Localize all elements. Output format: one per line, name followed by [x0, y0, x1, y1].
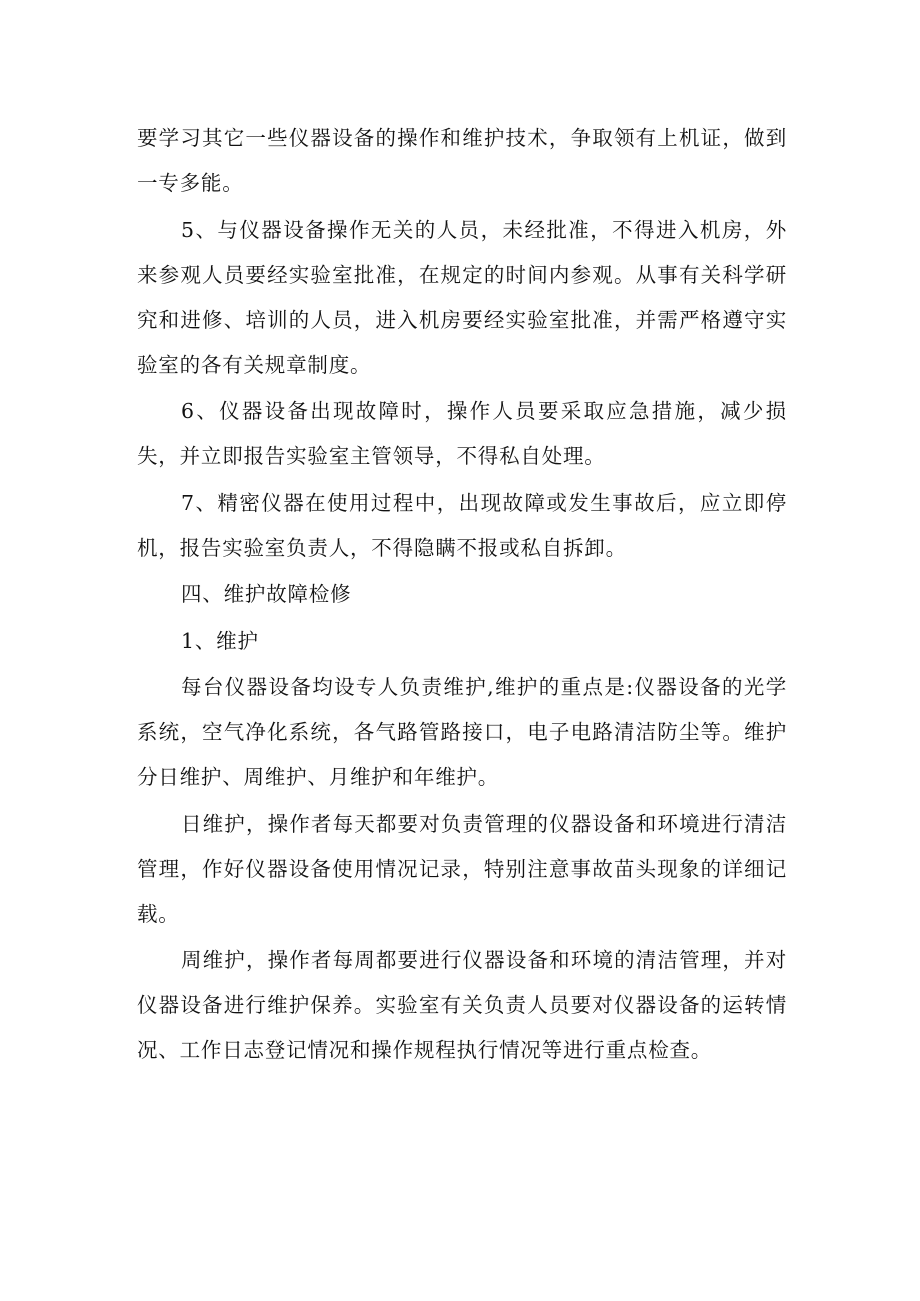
- document-body: [137, 116, 787, 1073]
- paragraph-maintenance-overview: 每台仪器设备均设专人负责维护,维护的重点是:仪器设备的光学系统，空气净化系统，各气路管路接口，电子电路清洁防尘等。维护分日维护、周维护、月维护和年维护。: [137, 675, 787, 789]
- subsection-heading-maintenance: 1、维护: [181, 628, 259, 653]
- paragraph-weekly-maintenance: 周维护，操作者每周都要进行仪器设备和环境的清洁管理，并对仪器设备进行维护保养。实验室有关负责人员要对仪器设备的运转情况、工作日志登记情况和操作规程执行情况等进行重点检查。: [137, 948, 787, 1062]
- paragraph-item-5: 5、与仪器设备操作无关的人员，未经批准，不得进入机房，外来参观人员要经实验室批准，在规定的时间内参观。从事有关科学研究和进修、培训的人员，进入机房要经实验室批准，并需严格遵守实验室的各有关规章制度。: [137, 217, 787, 377]
- paragraph-item-6: 6、仪器设备出现故障时，操作人员要采取应急措施，减少损失，并立即报告实验室主管领导，不得私自处理。: [137, 399, 787, 468]
- section-heading-maintenance: 四、维护故障检修: [181, 582, 352, 606]
- paragraph-daily-maintenance: 日维护，操作者每天都要对负责管理的仪器设备和环境进行清洁管理，作好仪器设备使用情况记录，特别注意事故苗头现象的详细记载。: [137, 811, 787, 926]
- paragraph-continuation: 要学习其它一些仪器设备的操作和维护技术，争取领有上机证，做到一专多能。: [137, 126, 787, 195]
- paragraph-item-7: 7、精密仪器在使用过程中，出现故障或发生事故后，应立即停机，报告实验室负责人，不得隐瞒不报或私自拆卸。: [137, 490, 787, 560]
